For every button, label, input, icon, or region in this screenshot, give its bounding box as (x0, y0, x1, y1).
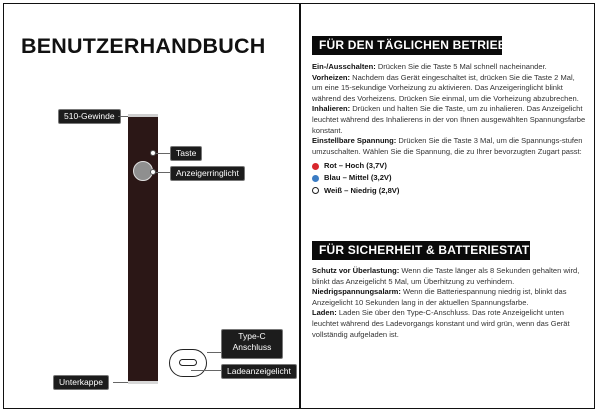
usb-c-port-inner (179, 359, 197, 366)
label-charge-light: Ladeanzeigelicht (221, 364, 297, 379)
daily-item-inhale: Inhalieren: Drücken und halten Sie die Taste, um zu inhalieren. Das Anzeigelicht leuchtet während des Inhalierens in der von Ihnen ausgewählten Spannungsfarbe konstant. (312, 104, 586, 135)
leader-dot-ring (150, 169, 156, 175)
safety-item-lowvoltage: Niedrigspannungsalarm: Wenn die Batteriespannung niedrig ist, blinkt das Anzeigelicht 10 Sekunden lang in der aktuellen Spannungsfarbe. (312, 287, 567, 307)
leader-bottom-cap (113, 382, 128, 383)
heading-safety: FÜR SICHERHEIT & BATTERIESTATUS: (312, 241, 530, 260)
usb-c-port-icon (169, 349, 207, 377)
daily-item-voltage: Einstellbare Spannung: Drücken Sie die Taste 3 Mal, um die Spannungs-stufen umzuschalten. Wählen Sie die Spannung, die zu Ihrer bevorzugten Zugart passt: (312, 136, 583, 156)
voltage-white: Weiß – Niedrig (2,8V) (312, 185, 586, 197)
label-port-line1: Type-C (238, 331, 266, 341)
thread-top (128, 114, 158, 117)
daily-section (312, 62, 586, 197)
voltage-legend (312, 160, 586, 197)
label-button: Taste (170, 146, 202, 161)
leader-port (207, 352, 221, 353)
red-dot-icon (312, 163, 319, 170)
leader-thread (118, 116, 128, 117)
voltage-blue: Blau – Mittel (3,2V) (312, 173, 586, 185)
blue-dot-icon (312, 175, 319, 182)
daily-item-power: Ein-/Ausschalten: Drücken Sie die Taste 5 Mal schnell nacheinander. (312, 62, 547, 71)
safety-section (312, 266, 586, 340)
leader-dot-button (150, 150, 156, 156)
voltage-red: Rot – Hoch (3,7V) (312, 160, 586, 172)
safety-item-overload: Schutz vor Überlastung: Wenn die Taste länger als 8 Sekunden gehalten wird, blinkt das Anzeigelicht 5 Mal, um Überhitzung zu verhindern. (312, 266, 580, 286)
column-divider (299, 3, 301, 409)
label-ring: Anzeigerringlicht (170, 166, 245, 181)
daily-item-preheat: Vorheizen: Nachdem das Gerät eingeschaltet ist, drücken Sie die Taste 2 Mal, um eine 15-sekundige Vorheizung zu aktivieren. Das Anzeigeringlicht blinkt während des Vorheizens. Drücken Sie einmal, um die Vorheizung abzubrechen. (312, 72, 579, 103)
manual-title: BENUTZERHANDBUCH (21, 34, 266, 58)
leader-charge-light (191, 370, 221, 371)
heading-daily: FÜR DEN TÄGLICHEN BETRIEB: (312, 36, 502, 55)
label-thread: 510-Gewinde (58, 109, 121, 124)
safety-item-charging: Laden: Laden Sie über den Type-C-Anschluss. Das rote Anzeigelicht unten leuchtet während des Ladevorgangs konstant und wird grün, wenn das Gerät vollständig aufgeladen ist. (312, 308, 570, 339)
bottom-cap-part (128, 381, 158, 384)
white-dot-icon (312, 187, 319, 194)
label-port (221, 329, 283, 359)
label-bottom-cap: Unterkappe (53, 375, 109, 390)
label-port-line2: Anschluss (232, 342, 272, 352)
